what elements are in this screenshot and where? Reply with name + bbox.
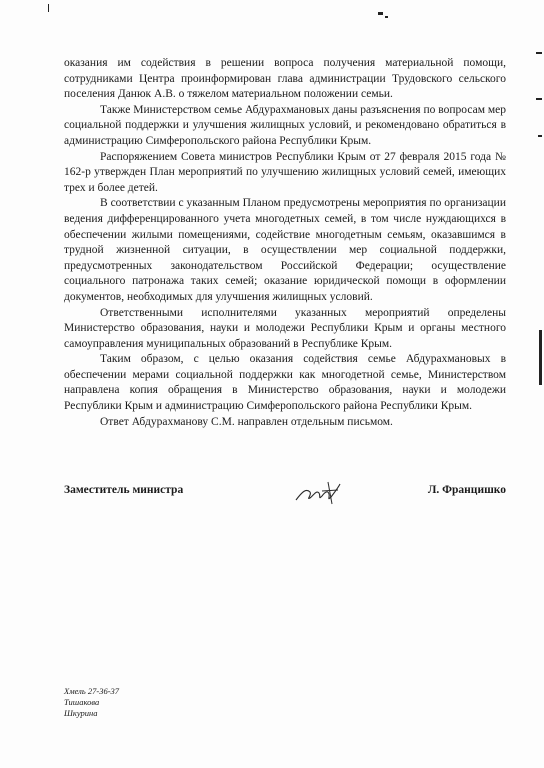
scan-edge-right — [539, 330, 542, 385]
paragraph-2: Также Министерством семье Абдурахмановых даны разъяснения по вопросам мер социальной поддержки и улучшения жилищных условий, и рекомендовано обратиться в администрацию Симферопольского района Республики Крым. — [64, 103, 506, 147]
paragraph-1: оказания им содействия в решении вопроса получения материальной помощи, сотрудниками Центра проинформирован глава администрации Трудовского сельского поселения Данюк А.В. о тяжелом материальном положении семьи. — [64, 57, 506, 101]
footer-line-1: Хмель 27-36-37 — [64, 686, 120, 696]
letter-body — [64, 56, 506, 430]
footer-line-3: Шкурина — [64, 708, 98, 718]
handwritten-signature — [292, 478, 344, 508]
paragraph-3: Распоряжением Совета министров Республики Крым от 27 февраля 2015 года № 162-р утвержден План мероприятий по улучшению жилищных условий семей, имеющих трех и более детей. — [64, 150, 506, 194]
footer-line-2: Тишакова — [64, 697, 100, 707]
signer-name: Л. Францишко — [427, 484, 506, 496]
scan-mark-right-2 — [536, 98, 542, 100]
scan-mark-right-3 — [538, 135, 542, 137]
signature-block — [64, 478, 506, 508]
scan-mark-left — [48, 4, 49, 12]
paragraph-6: Таким образом, с целью оказания содействия семье Абдурахмановых в обеспечении мерами социальной поддержки как многодетной семье, Министерством направлена копия обращения в Министерство образования, науки и молодежи Республики Крым и администрацию Симферопольского района Республики Крым. — [64, 353, 506, 413]
scan-mark-right-1 — [536, 52, 542, 54]
paragraph-4: В соответствии с указанным Планом предусмотрены мероприятия по организации ведения дифференцированного учета многодетных семей, в том числе нуждающихся в обеспечении жилыми помещениями, содействие многодетным семьям, оказавшимся в трудной жизненной ситуации, в осуществлении мер социальной поддержки, предусмотренных законодательством Российской Федерации; осуществление социального патронажа таких семей; оказание юридической помощи в оформлении документов, необходимых для улучшения жилищных условий. — [64, 197, 506, 303]
executor-footer — [64, 686, 119, 719]
paragraph-5: Ответственными исполнителями указанных мероприятий определены Министерство образования, науки и молодежи Республики Крым и органы местного самоуправления муниципальных образований в Республике Крым. — [64, 306, 506, 350]
signer-title: Заместитель министра — [64, 484, 184, 496]
paragraph-7: Ответ Абдурахманову С.М. направлен отдельным письмом. — [100, 415, 393, 428]
scan-mark-top — [378, 12, 383, 15]
scan-mark-top-2 — [385, 16, 388, 18]
